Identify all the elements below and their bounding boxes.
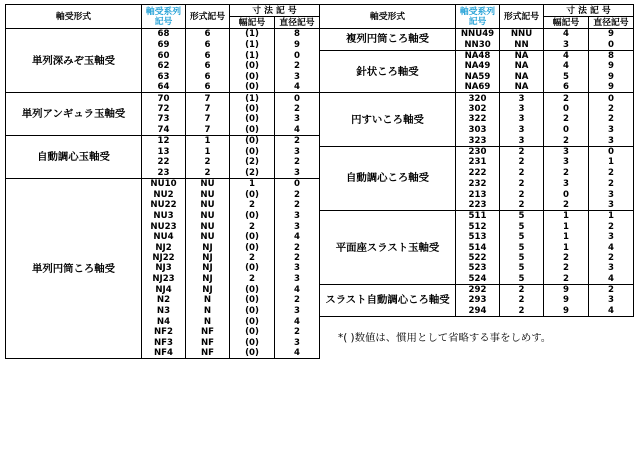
right-type-cell: 3 <box>500 114 544 124</box>
left-bearing-type-name: 単列アンギュラ玉軸受 <box>6 93 142 136</box>
right-width-cell: 2 <box>544 114 589 124</box>
left-type-cell: N <box>186 317 230 327</box>
right-type-cell: 5 <box>500 273 544 284</box>
header-series-code-right <box>456 5 500 29</box>
right-series-cell: NA48 <box>456 50 500 61</box>
left-diameter-cell: 2 <box>275 189 320 199</box>
right-width-cell: 2 <box>544 200 589 211</box>
left-diameter-cell: 2 <box>275 327 320 337</box>
right-diameter-cell: 3 <box>589 189 634 199</box>
left-width-cell: (0) <box>230 242 275 252</box>
right-diameter-cell: 2 <box>589 284 634 295</box>
right-diameter-cell: 9 <box>589 72 634 82</box>
left-width-cell: (1) <box>230 29 275 40</box>
right-width-cell: 3 <box>544 157 589 167</box>
right-series-cell: 323 <box>456 135 500 146</box>
header-width-code-right: 幅記号 <box>544 17 589 29</box>
right-series-cell: NNU49 <box>456 29 500 40</box>
left-series-cell: N3 <box>142 306 186 317</box>
left-diameter-cell: 2 <box>275 242 320 252</box>
right-series-cell: 293 <box>456 295 500 305</box>
left-width-cell: (0) <box>230 61 275 71</box>
left-series-cell: 70 <box>142 93 186 104</box>
right-type-cell: 5 <box>500 263 544 273</box>
header-series-code-l2: 記号 <box>154 16 173 27</box>
right-series-cell: 514 <box>456 242 500 252</box>
left-type-cell: 6 <box>186 61 230 71</box>
right-series-cell: 231 <box>456 157 500 167</box>
right-type-cell: 2 <box>500 200 544 211</box>
right-type-cell: NN <box>500 39 544 50</box>
left-diameter-cell: 4 <box>275 232 320 242</box>
right-series-cell: NA69 <box>456 82 500 93</box>
left-type-cell: NU <box>186 232 230 242</box>
left-diameter-cell: 3 <box>275 114 320 124</box>
left-type-cell: 6 <box>186 50 230 61</box>
left-series-cell: NU10 <box>142 178 186 189</box>
header-dimension-code-left: 寸 法 記 号 <box>230 5 320 17</box>
left-series-cell: 12 <box>142 135 186 146</box>
left-type-cell: N <box>186 295 230 305</box>
left-type-cell: NU <box>186 222 230 232</box>
left-type-cell: 6 <box>186 72 230 82</box>
left-series-cell: 69 <box>142 39 186 50</box>
left-type-cell: 6 <box>186 39 230 50</box>
left-series-cell: 68 <box>142 29 186 40</box>
right-series-cell: NN30 <box>456 39 500 50</box>
left-width-cell: (0) <box>230 263 275 273</box>
left-type-cell: NJ <box>186 253 230 263</box>
left-type-cell: NU <box>186 211 230 222</box>
bearing-designation-document <box>5 4 634 359</box>
right-width-cell: 2 <box>544 135 589 146</box>
left-diameter-cell: 3 <box>275 263 320 273</box>
left-series-cell: 13 <box>142 146 186 157</box>
right-series-cell: 232 <box>456 178 500 189</box>
left-series-cell: 73 <box>142 114 186 124</box>
right-diameter-cell: 2 <box>589 114 634 124</box>
right-diameter-cell: 0 <box>589 39 634 50</box>
right-series-cell: 322 <box>456 114 500 124</box>
left-width-cell: 2 <box>230 253 275 263</box>
left-diameter-cell: 2 <box>275 157 320 167</box>
right-bearing-type-name: スラスト自動調心ころ軸受 <box>320 284 456 316</box>
left-diameter-cell: 4 <box>275 125 320 136</box>
right-type-cell: 2 <box>500 168 544 179</box>
right-width-cell: 1 <box>544 242 589 252</box>
right-series-cell: 294 <box>456 306 500 317</box>
right-bearing-type-name: 複列円筒ころ軸受 <box>320 29 456 51</box>
left-series-cell: N2 <box>142 295 186 305</box>
right-diameter-cell: 8 <box>589 50 634 61</box>
left-diameter-cell: 0 <box>275 178 320 189</box>
left-width-cell: 2 <box>230 200 275 211</box>
left-series-cell: NU4 <box>142 232 186 242</box>
header-dimension-code-right: 寸 法 記 号 <box>544 5 634 17</box>
left-width-cell: (0) <box>230 306 275 317</box>
left-width-cell: (0) <box>230 114 275 124</box>
left-diameter-cell: 2 <box>275 295 320 305</box>
right-type-cell: 5 <box>500 232 544 242</box>
header-series-code-left <box>142 5 186 29</box>
right-diameter-cell: 2 <box>589 253 634 263</box>
left-width-cell: (0) <box>230 82 275 93</box>
header-bearing-type-right: 軸受形式 <box>320 5 456 29</box>
left-width-cell: (0) <box>230 348 275 359</box>
right-series-cell: NA49 <box>456 61 500 71</box>
right-width-cell: 4 <box>544 61 589 71</box>
left-width-cell: 2 <box>230 273 275 284</box>
header-diameter-code-left: 直径記号 <box>275 17 320 29</box>
right-type-cell: 2 <box>500 178 544 189</box>
left-diameter-cell: 3 <box>275 72 320 82</box>
right-bearing-type-name: 平面座スラスト玉軸受 <box>320 211 456 285</box>
left-width-cell: (0) <box>230 211 275 222</box>
right-type-cell: 5 <box>500 211 544 222</box>
left-diameter-cell: 4 <box>275 284 320 295</box>
right-diameter-cell: 9 <box>589 29 634 40</box>
right-type-cell: 5 <box>500 253 544 263</box>
right-diameter-cell: 3 <box>589 232 634 242</box>
left-width-cell: (0) <box>230 232 275 242</box>
left-width-cell: (0) <box>230 125 275 136</box>
right-width-cell: 3 <box>544 146 589 157</box>
right-type-cell: 2 <box>500 157 544 167</box>
right-series-cell: 303 <box>456 125 500 136</box>
left-diameter-cell: 3 <box>275 306 320 317</box>
left-width-cell: (0) <box>230 337 275 347</box>
right-series-cell: 230 <box>456 146 500 157</box>
right-width-cell: 3 <box>544 39 589 50</box>
bearing-table <box>5 4 634 359</box>
right-type-cell: 3 <box>500 93 544 104</box>
right-series-cell: 512 <box>456 222 500 232</box>
left-type-cell: 2 <box>186 157 230 167</box>
header-type-code-right: 形式記号 <box>500 5 544 29</box>
left-series-cell: NF2 <box>142 327 186 337</box>
left-width-cell: (0) <box>230 295 275 305</box>
right-type-cell: 2 <box>500 189 544 199</box>
left-type-cell: NJ <box>186 242 230 252</box>
right-diameter-cell: 3 <box>589 295 634 305</box>
right-type-cell: NA <box>500 82 544 93</box>
left-type-cell: 2 <box>186 168 230 179</box>
right-type-cell: NA <box>500 50 544 61</box>
right-width-cell: 0 <box>544 125 589 136</box>
table-row <box>6 93 634 104</box>
left-series-cell: 74 <box>142 125 186 136</box>
left-diameter-cell: 2 <box>275 253 320 263</box>
left-width-cell: (1) <box>230 93 275 104</box>
right-width-cell: 0 <box>544 189 589 199</box>
right-type-cell: 5 <box>500 242 544 252</box>
left-series-cell: NF4 <box>142 348 186 359</box>
left-diameter-cell: 0 <box>275 50 320 61</box>
left-type-cell: NU <box>186 189 230 199</box>
left-series-cell: 63 <box>142 72 186 82</box>
right-width-cell: 4 <box>544 50 589 61</box>
left-bearing-type-name: 単列深みぞ玉軸受 <box>6 29 142 93</box>
right-type-cell: 3 <box>500 125 544 136</box>
left-bearing-type-name: 単列円筒ころ軸受 <box>6 178 142 358</box>
right-diameter-cell: 0 <box>589 93 634 104</box>
left-series-cell: 72 <box>142 104 186 114</box>
header-width-code-left: 幅記号 <box>230 17 275 29</box>
left-type-cell: NF <box>186 348 230 359</box>
right-series-cell: 524 <box>456 273 500 284</box>
left-width-cell: (1) <box>230 50 275 61</box>
left-diameter-cell: 2 <box>275 61 320 71</box>
left-series-cell: N4 <box>142 317 186 327</box>
left-diameter-cell: 3 <box>275 273 320 284</box>
right-type-cell: 3 <box>500 104 544 114</box>
left-series-cell: NU23 <box>142 222 186 232</box>
right-series-cell: 213 <box>456 189 500 199</box>
right-diameter-cell: 0 <box>589 146 634 157</box>
left-width-cell: (1) <box>230 39 275 50</box>
right-bearing-type-name: 円すいころ軸受 <box>320 93 456 146</box>
right-width-cell: 9 <box>544 295 589 305</box>
left-diameter-cell: 8 <box>275 29 320 40</box>
header-series-code-l1: 軸受系列 <box>459 6 496 17</box>
right-type-cell: 3 <box>500 135 544 146</box>
table-row <box>6 29 634 40</box>
left-type-cell: 7 <box>186 125 230 136</box>
right-width-cell: 5 <box>544 72 589 82</box>
right-series-cell: NA59 <box>456 72 500 82</box>
right-type-cell: NNU <box>500 29 544 40</box>
left-type-cell: 7 <box>186 93 230 104</box>
right-type-cell: NA <box>500 61 544 71</box>
right-width-cell: 9 <box>544 306 589 317</box>
left-diameter-cell: 4 <box>275 82 320 93</box>
right-series-cell: 292 <box>456 284 500 295</box>
left-series-cell: 22 <box>142 157 186 167</box>
right-diameter-cell: 9 <box>589 61 634 71</box>
left-type-cell: NJ <box>186 273 230 284</box>
right-width-cell: 2 <box>544 253 589 263</box>
header-series-code-l1: 軸受系列 <box>145 6 182 17</box>
left-type-cell: NF <box>186 327 230 337</box>
left-width-cell: (0) <box>230 327 275 337</box>
left-series-cell: 23 <box>142 168 186 179</box>
right-diameter-cell: 3 <box>589 263 634 273</box>
left-type-cell: 1 <box>186 146 230 157</box>
left-series-cell: NU3 <box>142 211 186 222</box>
right-bearing-type-name: 針状ころ軸受 <box>320 50 456 93</box>
left-type-cell: NF <box>186 337 230 347</box>
left-diameter-cell: 3 <box>275 146 320 157</box>
left-diameter-cell: 3 <box>275 168 320 179</box>
left-type-cell: 7 <box>186 104 230 114</box>
right-diameter-cell: 4 <box>589 273 634 284</box>
left-width-cell: 2 <box>230 222 275 232</box>
right-diameter-cell: 3 <box>589 125 634 136</box>
left-type-cell: NU <box>186 200 230 211</box>
left-diameter-cell: 3 <box>275 337 320 347</box>
left-series-cell: NU22 <box>142 200 186 211</box>
right-series-cell: 302 <box>456 104 500 114</box>
right-diameter-cell: 2 <box>589 168 634 179</box>
right-width-cell: 6 <box>544 82 589 93</box>
right-series-cell: 523 <box>456 263 500 273</box>
left-type-cell: NU <box>186 178 230 189</box>
left-series-cell: NF3 <box>142 337 186 347</box>
right-series-cell: 320 <box>456 93 500 104</box>
header-type-code-left: 形式記号 <box>186 5 230 29</box>
left-type-cell: 7 <box>186 114 230 124</box>
right-width-cell: 0 <box>544 104 589 114</box>
header-bearing-type-left: 軸受形式 <box>6 5 142 29</box>
right-series-cell: 222 <box>456 168 500 179</box>
bearing-table-body <box>6 29 634 359</box>
left-width-cell: (0) <box>230 284 275 295</box>
left-bearing-type-name: 自動調心玉軸受 <box>6 135 142 178</box>
left-diameter-cell: 2 <box>275 200 320 211</box>
right-width-cell: 2 <box>544 263 589 273</box>
left-type-cell: 6 <box>186 29 230 40</box>
left-diameter-cell: 3 <box>275 211 320 222</box>
right-width-cell: 2 <box>544 168 589 179</box>
right-width-cell: 3 <box>544 178 589 189</box>
left-series-cell: 62 <box>142 61 186 71</box>
left-diameter-cell: 3 <box>275 222 320 232</box>
left-width-cell: (2) <box>230 157 275 167</box>
header-diameter-code-right: 直径記号 <box>589 17 634 29</box>
right-width-cell: 4 <box>544 29 589 40</box>
left-width-cell: (0) <box>230 317 275 327</box>
right-bearing-type-name: 自動調心ころ軸受 <box>320 146 456 210</box>
right-type-cell: 2 <box>500 146 544 157</box>
right-diameter-cell: 3 <box>589 200 634 211</box>
right-width-cell: 2 <box>544 93 589 104</box>
left-type-cell: 1 <box>186 135 230 146</box>
left-diameter-cell: 0 <box>275 93 320 104</box>
right-width-cell: 1 <box>544 222 589 232</box>
left-diameter-cell: 2 <box>275 135 320 146</box>
left-series-cell: NJ3 <box>142 263 186 273</box>
left-width-cell: 1 <box>230 178 275 189</box>
left-width-cell: (0) <box>230 135 275 146</box>
right-diameter-cell: 9 <box>589 82 634 93</box>
left-series-cell: NJ2 <box>142 242 186 252</box>
left-type-cell: 6 <box>186 82 230 93</box>
right-series-cell: 513 <box>456 232 500 242</box>
right-width-cell: 2 <box>544 273 589 284</box>
right-diameter-cell: 1 <box>589 211 634 222</box>
right-diameter-cell: 3 <box>589 135 634 146</box>
right-diameter-cell: 2 <box>589 178 634 189</box>
left-diameter-cell: 4 <box>275 348 320 359</box>
right-series-cell: 511 <box>456 211 500 222</box>
right-diameter-cell: 4 <box>589 306 634 317</box>
left-diameter-cell: 4 <box>275 317 320 327</box>
left-type-cell: NJ <box>186 263 230 273</box>
right-type-cell: 2 <box>500 306 544 317</box>
right-diameter-cell: 4 <box>589 242 634 252</box>
left-width-cell: (0) <box>230 104 275 114</box>
right-width-cell: 1 <box>544 211 589 222</box>
footnote: *( )数値は、慣用として省略する事をしめす。 <box>338 331 552 344</box>
left-diameter-cell: 9 <box>275 39 320 50</box>
right-series-cell: 522 <box>456 253 500 263</box>
left-type-cell: NJ <box>186 284 230 295</box>
right-width-cell: 9 <box>544 284 589 295</box>
left-series-cell: NJ22 <box>142 253 186 263</box>
right-width-cell: 1 <box>544 232 589 242</box>
left-width-cell: (0) <box>230 72 275 82</box>
left-series-cell: 64 <box>142 82 186 93</box>
left-series-cell: NU2 <box>142 189 186 199</box>
right-type-cell: 5 <box>500 222 544 232</box>
left-diameter-cell: 2 <box>275 104 320 114</box>
right-type-cell: 2 <box>500 295 544 305</box>
left-series-cell: NJ23 <box>142 273 186 284</box>
right-diameter-cell: 1 <box>589 157 634 167</box>
right-series-cell: 223 <box>456 200 500 211</box>
right-type-cell: 2 <box>500 284 544 295</box>
right-diameter-cell: 2 <box>589 104 634 114</box>
right-type-cell: NA <box>500 72 544 82</box>
header-series-code-l2: 記号 <box>468 16 487 27</box>
left-series-cell: NJ4 <box>142 284 186 295</box>
left-series-cell: 60 <box>142 50 186 61</box>
right-diameter-cell: 2 <box>589 222 634 232</box>
left-width-cell: (0) <box>230 189 275 199</box>
left-width-cell: (2) <box>230 168 275 179</box>
left-type-cell: N <box>186 306 230 317</box>
left-width-cell: (0) <box>230 146 275 157</box>
